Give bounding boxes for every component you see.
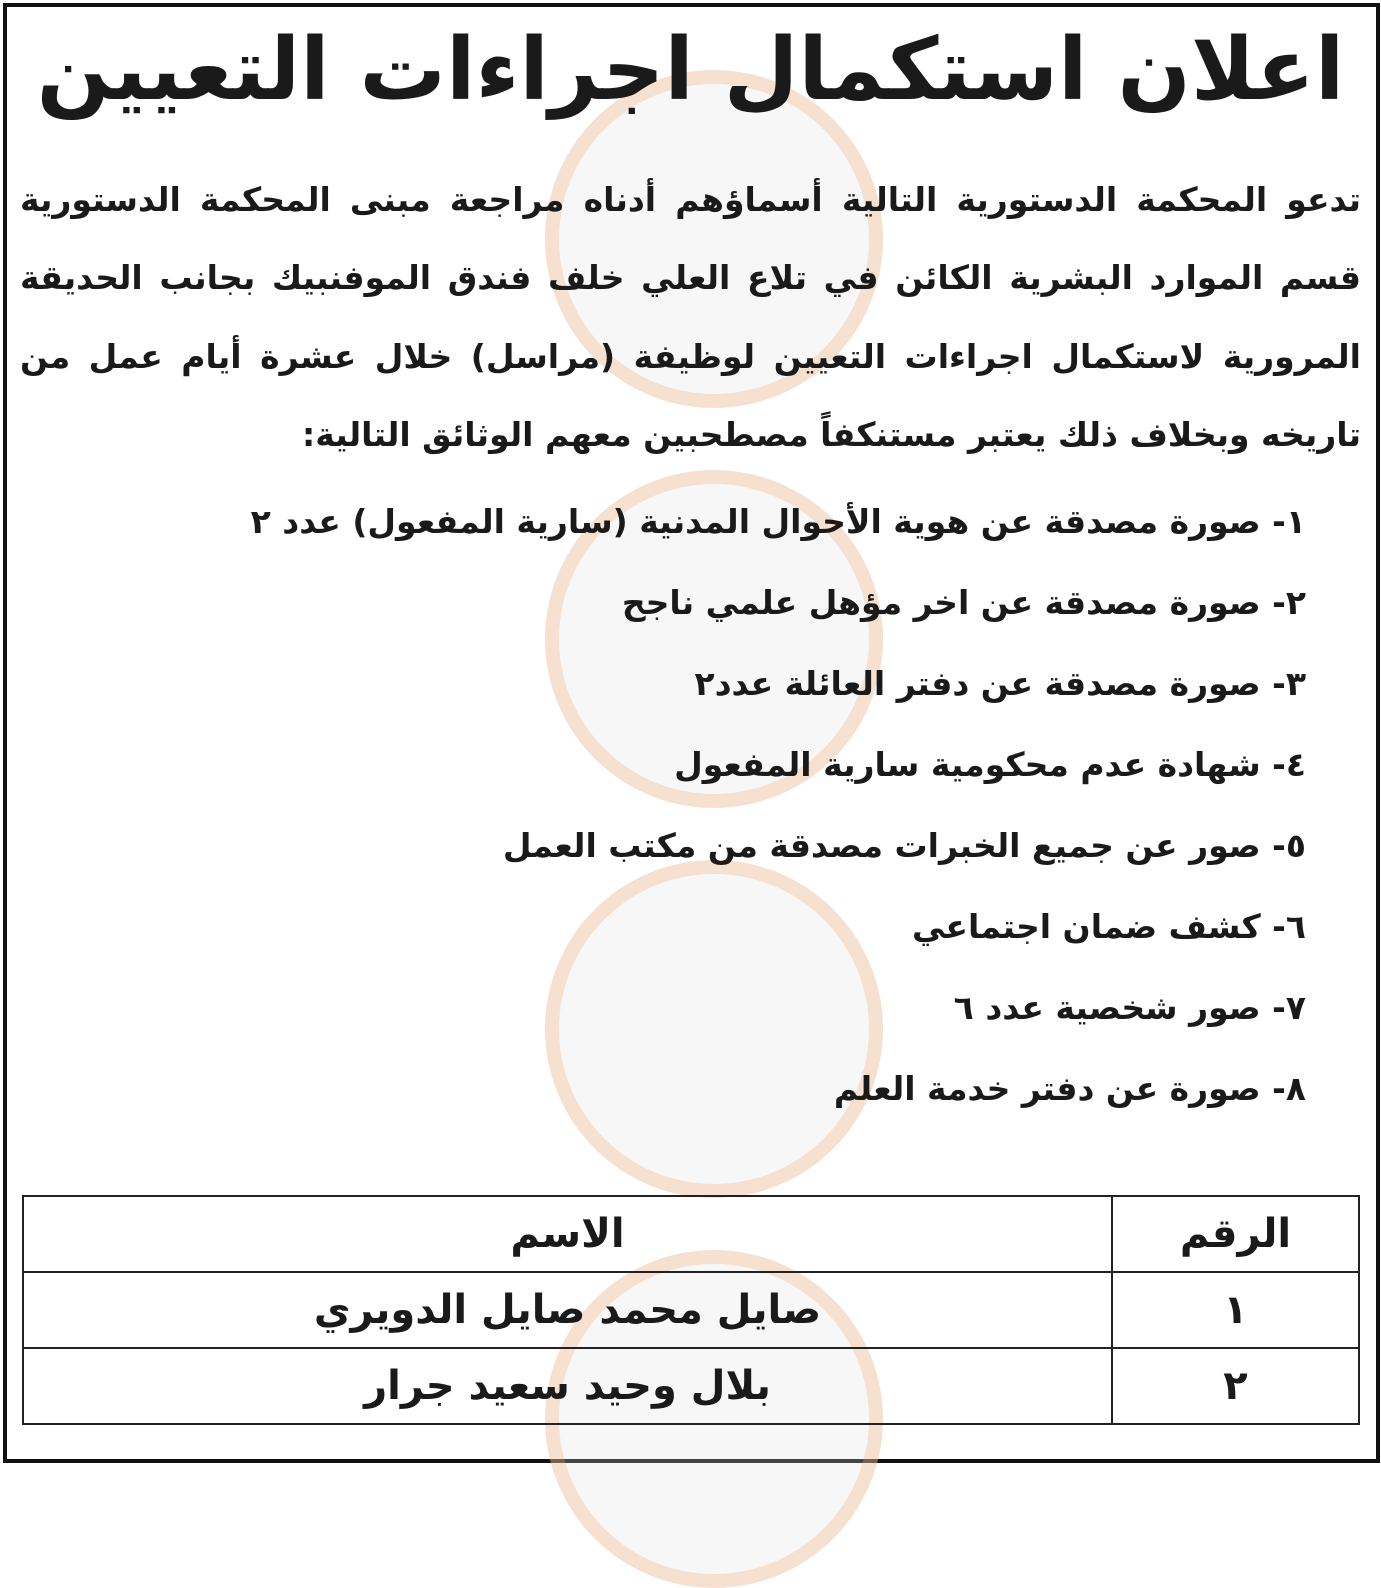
document-item: ٢- صورة مصدقة عن اخر مؤهل علمي ناجح [621,583,1306,622]
document-item: ٦- كشف ضمان اجتماعي [912,907,1306,946]
ad-title: اعلان استكمال اجراءات التعيين [36,20,1345,120]
document-item: ٥- صور عن جميع الخبرات مصدقة من مكتب العمل [502,826,1306,865]
names-table [22,1195,1360,1425]
body-line: قسم الموارد البشرية الكائن في تلاع العلي خلف فندق الموفنبيك بجانب الحديقة [20,258,1361,297]
document-item: ٣- صورة مصدقة عن دفتر العائلة عدد٢ [694,664,1306,703]
table-row [23,1272,1359,1348]
document-item: ٨- صورة عن دفتر خدمة العلم [833,1069,1306,1108]
table-row [23,1348,1359,1424]
header-name: الاسم [23,1196,1112,1272]
document-item: ٧- صور شخصية عدد ٦ [953,988,1306,1027]
body-line: تاريخه وبخلاف ذلك يعتبر مستنكفاً مصطحبين معهم الوثائق التالية: [302,415,1361,454]
document-item: ١- صورة مصدقة عن هوية الأحوال المدنية (سارية المفعول) عدد ٢ [250,502,1306,541]
document-item: ٤- شهادة عدم محكومية سارية المفعول [674,745,1306,784]
row-number: ٢ [1112,1348,1359,1424]
body-line: المرورية لاستكمال اجراءات التعيين لوظيفة (مراسل) خلال عشرة أيام عمل من [20,337,1361,376]
body-line: تدعو المحكمة الدستورية التالية أسماؤهم أدناه مراجعة مبنى المحكمة الدستورية [20,180,1361,219]
row-number: ١ [1112,1272,1359,1348]
row-name: بلال وحيد سعيد جرار [23,1348,1112,1424]
row-name: صايل محمد صايل الدويري [23,1272,1112,1348]
header-number: الرقم [1112,1196,1359,1272]
table-header-row [23,1196,1359,1272]
